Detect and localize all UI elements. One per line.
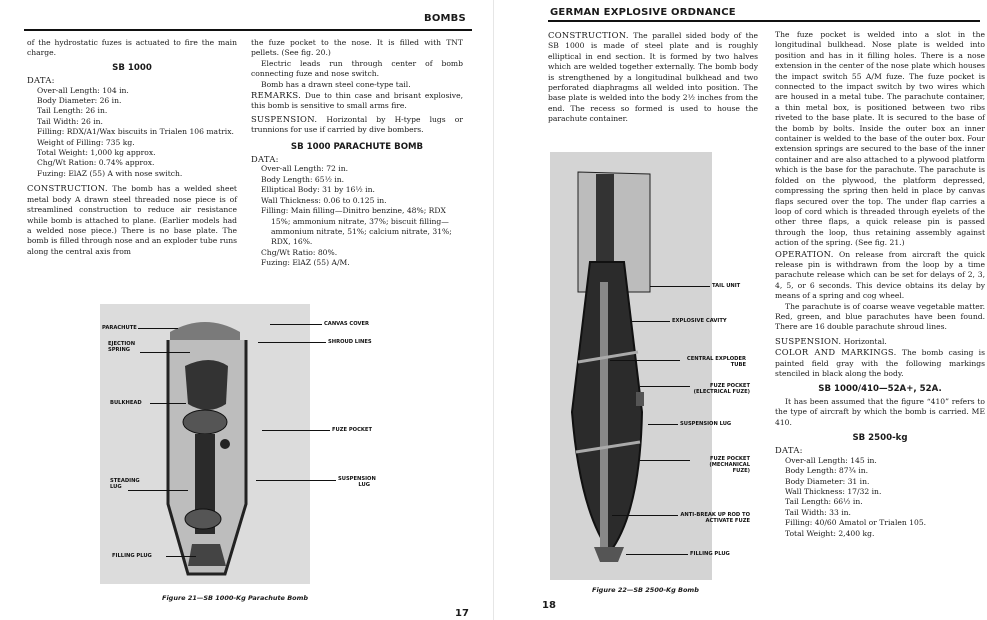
label-fuze-pocket-mechanical: FUZE POCKET (MECHANICAL FUZE) <box>709 456 750 474</box>
leader-line <box>140 352 190 353</box>
data-item: Filling: RDX/A1/Wax biscuits in Trialen 106 matrix. <box>37 127 234 137</box>
right-column-1 <box>548 30 758 125</box>
leader-line <box>610 360 680 361</box>
leader-line <box>648 424 678 425</box>
data-item: Chg/Wt Ratio: 80%. <box>261 247 338 257</box>
label-filling-plug: FILLING PLUG <box>690 551 730 557</box>
label-shroud-lines: SHROUD LINES <box>328 339 372 345</box>
suspension-text: Horizontal. <box>841 336 887 346</box>
leader-line <box>256 480 336 481</box>
operation-paragraph <box>775 249 985 302</box>
construction-text: The bomb has a welded sheet metal body A drawn steel threaded nose piece is of streamlined construction to reduce air resistance while bomb is attached to plane. (Earlier models had a welded nose piece.) There is no base plate. The bomb is filled through nose and an exploder tube runs along the central axis from <box>27 184 237 256</box>
figure-caption: Figure 22—SB 2500-Kg Bomb <box>592 586 699 594</box>
label-parachute: PARACHUTE <box>102 325 137 331</box>
data-list <box>27 86 237 180</box>
leader-line <box>630 321 670 322</box>
data-item: Wall Thickness: 17/32 in. <box>785 487 882 497</box>
data-item: Body Length: 87¾ in. <box>785 466 869 476</box>
header-rule <box>548 20 980 22</box>
right-column-2 <box>775 30 985 539</box>
data-item: Wall Thickness: 0.06 to 0.125 in. <box>261 195 387 205</box>
data-item: Fuzing: ElAZ (55) A/M. <box>261 258 350 268</box>
paragraph: It has been assumed that the figure “410” refers to the type of aircraft by which the bomb is carried. ME 410. <box>775 396 985 427</box>
data-item: Tail Width: 26 in. <box>37 116 103 126</box>
intro-paragraph: of the hydrostatic fuzes is actuated to fire the main charge. <box>27 38 237 58</box>
label-bulkhead: BULKHEAD <box>110 400 142 406</box>
left-page <box>0 0 490 620</box>
construction-label: CONSTRUCTION. <box>27 183 108 194</box>
header-rule <box>24 29 472 31</box>
section-title: SB 1000 PARACHUTE BOMB <box>290 141 424 152</box>
data-item: Tail Length: 26 in. <box>37 106 108 116</box>
leader-line <box>640 386 690 387</box>
construction-label: CONSTRUCTION. <box>548 30 629 40</box>
page-number: 18 <box>542 600 556 611</box>
data-item: Fuzing: ElAZ (55) A with nose switch. <box>37 168 183 178</box>
data-item: Over-all Length: 104 in. <box>37 85 129 95</box>
color-text: The bomb casing is painted field gray with the following markings stenciled in black along the body. <box>775 348 985 378</box>
data-item: Weight of Filling: 735 kg. <box>37 137 135 147</box>
data-list <box>775 456 985 539</box>
remarks-paragraph <box>251 90 463 112</box>
operation-label: OPERATION. <box>775 248 834 259</box>
right-page <box>500 0 987 620</box>
leader-line <box>258 342 326 343</box>
label-fuze-pocket: FUZE POCKET <box>332 427 372 433</box>
data-item: Filling: 40/60 Amatol or Trialen 105. <box>785 518 927 528</box>
label-fuze-pocket-electrical: FUZE POCKET (ELECTRICAL FUZE) <box>693 383 750 395</box>
label-steading-lug: STEADING LUG <box>110 478 140 490</box>
paragraph: Electric leads run through center of bomb connecting fuze and nose switch. <box>251 58 463 79</box>
running-header: BOMBS <box>424 13 466 24</box>
label-canvas-cover: CANVAS COVER <box>324 321 370 327</box>
data-label: DATA: <box>27 75 55 86</box>
construction-paragraph <box>548 30 758 125</box>
data-item: Total Weight: 1,000 kg approx. <box>37 148 156 158</box>
remarks-text: Due to thin case and brisant explosive, this bomb is sensitive to small arms fire. <box>251 91 463 111</box>
leader-line <box>612 515 678 516</box>
data-label: DATA: <box>775 445 803 456</box>
leader-line <box>626 554 688 555</box>
page-gutter <box>493 0 494 620</box>
paragraph: The fuze pocket is welded into a slot in the longitudinal bulkhead. Nose plate is welded into position and has in it filling holes. There is a nose extension in the center of the nose plate which houses the impact switch 55 A/M fuze. The fuze pocket is connected to the impact switch by two wires which are housed in a metal tube. The parachute container, a thin metal box, is positioned between two ribs riveted to the base plate. It is secured to the base of the bomb by bolts. Inside the outer box an inner container is welded to the base of the outer box. Four extension springs are secured to the base of the inner container and are also attached to a plywood platform which is the base for the parachute. The parachute is folded on the plywood, the platform depressed, compressing the spring then held in place by canvas flaps secured over the top. The under flap carries a loop of cord which is threaded through eyelets of the other three flaps, a quick release pin is passed through the loop, thus retaining assembly against action of the spring. (See fig. 21.) <box>775 30 985 248</box>
leader-line <box>150 403 186 404</box>
section-title: SB 1000 <box>112 62 152 73</box>
figure-caption: Figure 21—SB 1000-Kg Parachute Bomb <box>162 594 309 602</box>
suspension-label: SUSPENSION. <box>775 335 842 346</box>
paragraph: the fuze pocket to the nose. It is filled with TNT pellets. (See fig. 20.) <box>251 38 463 58</box>
suspension-text: Horizontal by H-type lugs or trunnions for use if carried by dive bombers. <box>251 114 463 135</box>
data-item: Chg/Wt Ration: 0.74% approx. <box>37 158 155 168</box>
data-item: Over-all Length: 145 in. <box>785 455 877 465</box>
leader-line <box>262 430 330 431</box>
data-item: Elliptical Body: 31 by 16½ in. <box>261 185 375 195</box>
construction-text: The parallel sided body of the SB 1000 is made of steel plate and is roughly elliptical in end section. It is formed by two halves which are welded together externally. The bomb body is strengthened by a longitudinal bulkhead and two perforated diaphragms all welded into position. The base plate is welded into the body 2½ inches from the end. The recess so formed is used to house the parachute container. <box>548 31 758 124</box>
label-ejection-spring: EJECTION SPRING <box>108 341 136 353</box>
label-tail-unit: TAIL UNIT <box>712 283 741 289</box>
left-column-2 <box>251 38 463 269</box>
operation-text: On release from aircraft the quick release pin is withdrawn from the loop by a time parachute release which can be set for delays of 2, 3, 4, 5, or 6 seconds. This device obtains its delay by means of a spring and cog wheel. <box>775 249 985 301</box>
remarks-label: REMARKS. <box>251 90 302 101</box>
section-title: SB 2500-kg <box>852 433 908 444</box>
data-item: Body Diameter: 31 in. <box>785 476 870 486</box>
leader-line <box>270 324 322 325</box>
data-list <box>251 164 463 268</box>
paragraph: Bomb has a drawn steel cone-type tail. <box>261 79 411 89</box>
left-column-1 <box>27 38 237 257</box>
leader-line <box>166 556 196 557</box>
leader-line <box>138 328 178 329</box>
data-item: Total Weight: 2,400 kg. <box>785 528 875 538</box>
color-paragraph <box>775 347 985 379</box>
leader-line <box>650 286 710 287</box>
label-filling-plug: FILLING PLUG <box>112 553 152 559</box>
label-suspension-lug: SUSPENSION LUG <box>680 421 732 427</box>
data-label: DATA: <box>251 154 279 165</box>
data-item: Over-all Length: 72 in. <box>261 164 349 174</box>
leader-line <box>640 460 690 461</box>
suspension-paragraph <box>775 336 985 347</box>
label-anti-break-up-rod: ANTI-BREAK UP ROD TO ACTIVATE FUZE <box>680 512 750 524</box>
label-suspension-lug: SUSPENSION LUG <box>338 476 376 488</box>
data-item: Body Length: 65½ in. <box>261 174 345 184</box>
label-explosive-cavity: EXPLOSIVE CAVITY <box>672 318 727 324</box>
leader-line <box>128 490 188 491</box>
data-item: Tail Width: 33 in. <box>785 507 851 517</box>
marking-title: SB 1000/410—52A+, 52A. <box>818 384 942 395</box>
suspension-paragraph <box>251 114 463 136</box>
data-item: Filling: Main filling—Dinitro benzine, 48%; RDX 15%; ammonium nitrate, 37%; biscuit filling—ammonium nitrate, 51%; calcium nitrate, 31%; RDX, 16%. <box>261 206 452 247</box>
paragraph: The parachute is of coarse weave vegetable matter. Red, green, and blue parachutes have been found. There are 16 double parachute shroud lines. <box>775 301 985 332</box>
suspension-label: SUSPENSION. <box>251 113 318 124</box>
page-number: 17 <box>455 608 469 619</box>
running-header: GERMAN EXPLOSIVE ORDNANCE <box>550 7 736 18</box>
label-central-exploder-tube: CENTRAL EXPLODER TUBE <box>686 356 746 368</box>
construction-paragraph <box>27 183 237 257</box>
color-label: COLOR AND MARKINGS. <box>775 347 897 358</box>
data-item: Tail Length: 66½ in. <box>785 497 863 507</box>
data-item: Body Diameter: 26 in. <box>37 96 122 106</box>
